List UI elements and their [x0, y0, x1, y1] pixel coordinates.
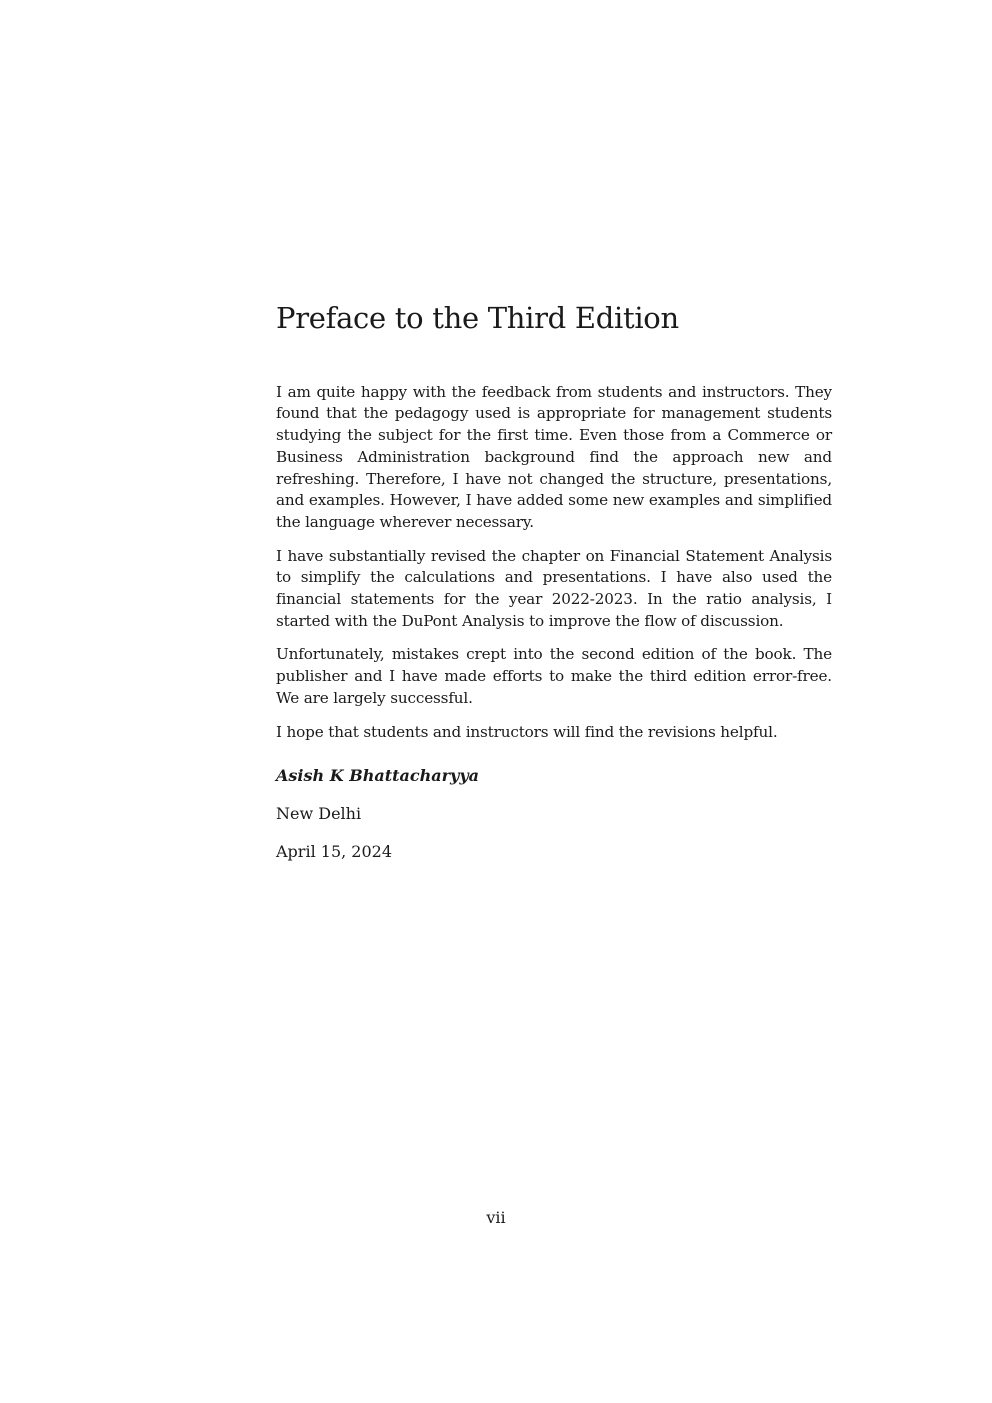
preface-section — [276, 300, 832, 863]
preface-paragraph-2: I have substantially revised the chapter on Financial Statement Analysis to simplify the calculations and presentations. I have also used the financial statements for the year 2022-2023. In the ratio analysis, I started with the DuPont Analysis to improve the flow of discussion. — [276, 546, 832, 630]
preface-paragraph-3: Unfortunately, mistakes crept into the second edition of the book. The publisher and I have made efforts to make the third edition error-free. We are largely successful. — [276, 645, 832, 707]
preface-date: April 15, 2024 — [276, 842, 393, 862]
page-title: Preface to the Third Edition — [276, 301, 679, 335]
preface-paragraph-4: I hope that students and instructors will find the revisions helpful. — [276, 722, 778, 741]
preface-paragraph-1: I am quite happy with the feedback from students and instructors. They found that the pedagogy used is appropriate for management students studying the subject for the first time. Even those from a Commerce or Business Administration background find the approach new and refreshing. Therefore, I have not changed the structure, presentations, and examples. However, I have added some new examples and simplified the language wherever necessary. — [276, 382, 832, 531]
author-city: New Delhi — [276, 804, 362, 824]
page-number: vii — [486, 1208, 506, 1227]
author-name: Asish K Bhattacharyya — [276, 766, 479, 786]
